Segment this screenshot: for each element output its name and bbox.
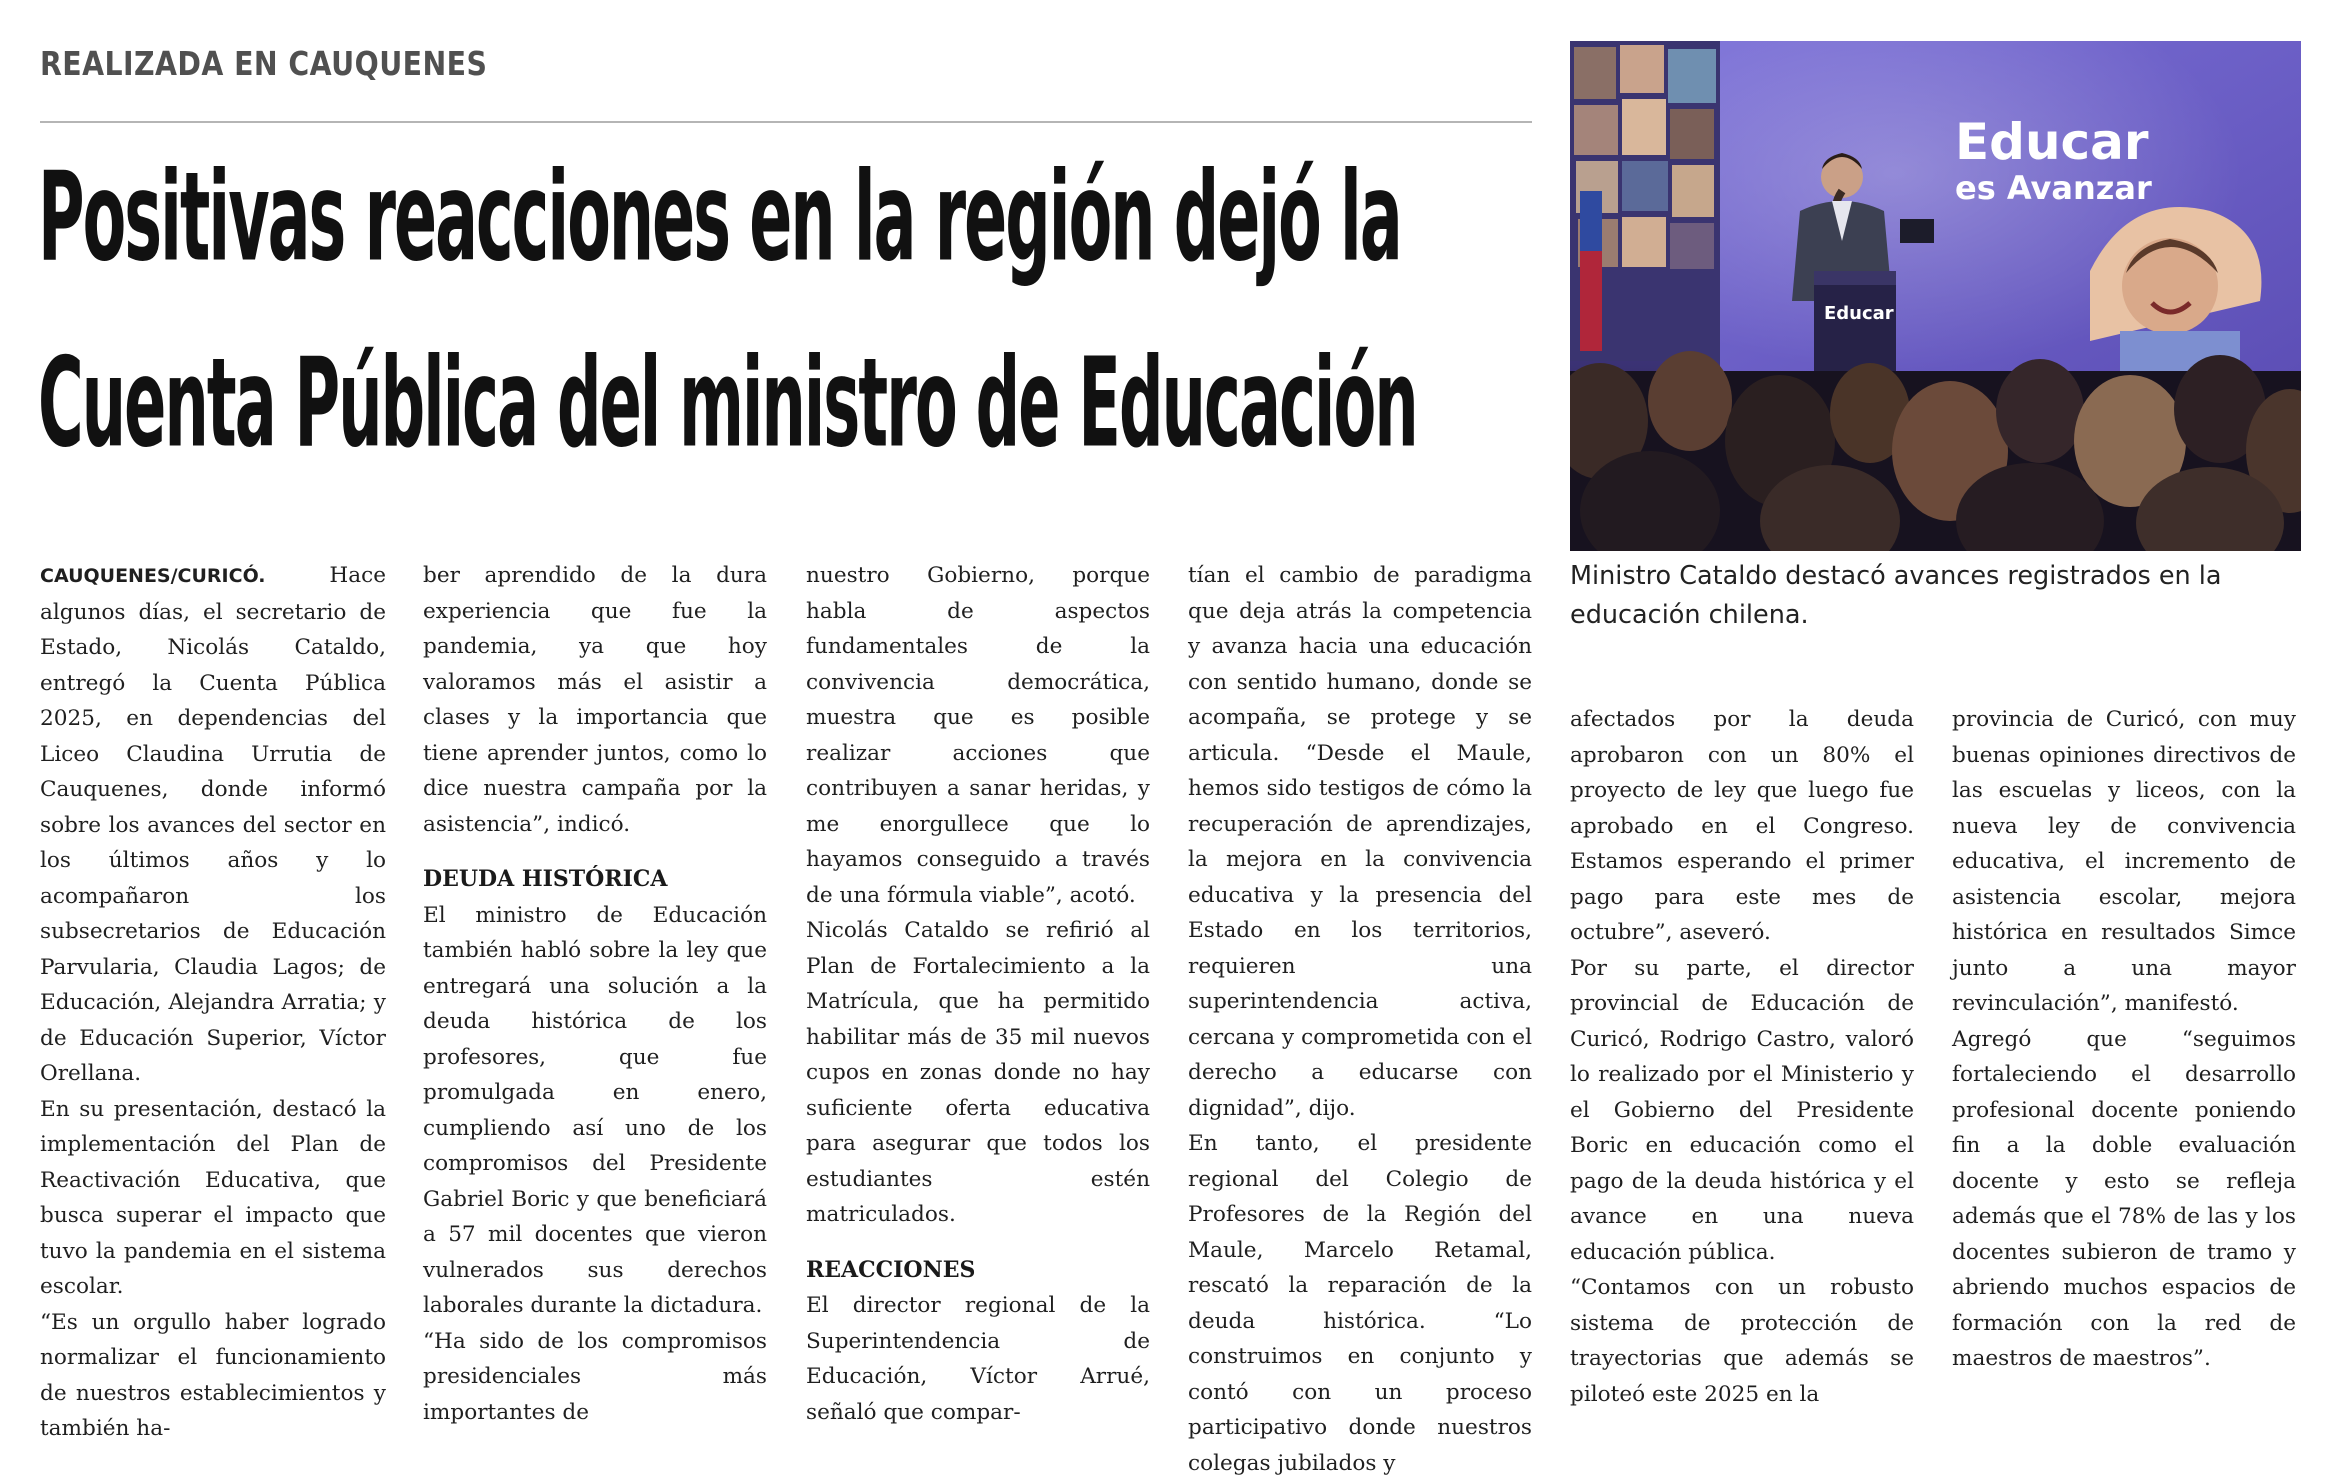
headline-line-1: Positivas reacciones en la región dejó la bbox=[38, 146, 1401, 290]
article-column-1 bbox=[40, 558, 386, 1447]
col6-p2: Agregó que “seguimos fortaleciendo el desarrollo profesional docente poniendo fin a la doble evaluación docente y esto se refleja además que el 78% de las y los docentes subieron de tramo y abriendo muchos espacios de formación con la red de maestros de maestros”. bbox=[1952, 1026, 2296, 1371]
screen-banner-line-1: Educar bbox=[1955, 113, 2149, 171]
article-photo bbox=[1570, 41, 2301, 551]
col3-p1: nuestro Gobierno, porque habla de aspectos fundamentales de la convivencia democrática, muestra que es posible realizar acciones que contribuyen a sanar heridas, y me enorgullece que lo hayamos conseguido a través de una fórmula viable”, acotó. bbox=[806, 563, 1150, 908]
col5-p3: “Contamos con un robusto sistema de protección de trayectorias que además se piloteó este 2025 en la bbox=[1570, 1275, 1914, 1407]
col6-p1: provincia de Curicó, con muy buenas opiniones directivos de las escuelas y liceos, con la nueva ley de convivencia educativa, el incremento de asistencia escolar, mejora histórica en resultados Simce junto a una mayor revinculación”, manifestó. bbox=[1952, 707, 2296, 1016]
col1-p2: En su presentación, destacó la implementación del Plan de Reactivación Educativa, que busca superar el impacto que tuvo la pandemia en el sistema escolar. bbox=[40, 1096, 386, 1299]
photo-illustration bbox=[1570, 41, 2301, 551]
article-column-2 bbox=[423, 558, 767, 1430]
col3-p2: Nicolás Cataldo se refirió al Plan de Fortalecimiento a la Matrícula, que ha permitido habilitar más de 35 mil nuevos cupos en zonas donde no hay suficiente oferta educativa para asegurar que todos los estudiantes estén matriculados. bbox=[806, 918, 1150, 1227]
podium-logo: Educar bbox=[1824, 303, 1894, 324]
lead-paragraph bbox=[40, 558, 386, 1092]
article-column-6 bbox=[1952, 702, 2296, 1377]
headline bbox=[38, 146, 1638, 476]
col2-p2: El ministro de Educación también habló sobre la ley que entregará una solución a la deuda histórica de los profesores, que fue promulgada en enero, cumpliendo así uno de los compromisos del Presidente Gabriel Boric y que beneficiará a 57 mil docentes que vieron vulnerados sus derechos laborales durante la dictadura. bbox=[423, 902, 767, 1318]
col1-p1: Hace algunos días, el secretario de Estado, Nicolás Cataldo, entregó la Cuenta Pública 2025, en dependencias del Liceo Claudina Urrutia de Cauquenes, donde informó sobre los avances del sector en los últimos años y lo acompañaron los subsecretarios de Educación Parvularia, Claudia Lagos; de Educación, Alejandra Arratia; y de Educación Superior, Víctor Orellana. bbox=[40, 563, 386, 1086]
screen-banner-line-2: es Avanzar bbox=[1955, 169, 2152, 207]
col1-p3: “Es un orgullo haber logrado normalizar el funcionamiento de nuestros establecimientos y también ha- bbox=[40, 1309, 386, 1441]
dateline: CAUQUENES/CURICÓ. bbox=[40, 565, 266, 587]
col4-p1: tían el cambio de paradigma que deja atrás la competencia y avanza hacia una educación con sentido humano, donde se acompaña, se protege y se articula. “Desde el Maule, hemos sido testigos de cómo la recuperación de aprendizajes, la mejora en la convivencia educativa y la presencia del Estado en los territorios, requieren una superintendencia activa, cercana y comprometida con el derecho a educarse con dignidad”, dijo. bbox=[1188, 563, 1532, 1121]
headline-line-2: Cuenta Pública del ministro de Educación bbox=[38, 332, 1417, 476]
subheading-reacciones: REACCIONES bbox=[806, 1256, 976, 1283]
kicker-divider bbox=[40, 121, 1532, 123]
col4-p2: En tanto, el presidente regional del Colegio de Profesores de la Región del Maule, Marcelo Retamal, rescató la reparación de la deuda histórica. “Lo construimos en conjunto y contó con un proceso participativo donde nuestros colegas jubilados y bbox=[1188, 1131, 1532, 1476]
section-kicker: REALIZADA EN CAUQUENES bbox=[40, 44, 488, 83]
col2-p3: “Ha sido de los compromisos presidenciales más importantes de bbox=[423, 1328, 767, 1425]
article-column-3 bbox=[806, 558, 1150, 1430]
article-column-5 bbox=[1570, 702, 1914, 1412]
article-column-4 bbox=[1188, 558, 1532, 1481]
col2-p1: ber aprendido de la dura experiencia que fue la pandemia, ya que hoy valoramos más el asistir a clases y la importancia que tiene aprender juntos, como lo dice nuestra campaña por la asistencia”, indicó. bbox=[423, 563, 767, 837]
col5-p1: afectados por la deuda aprobaron con un 80% el proyecto de ley que luego fue aprobado en el Congreso. Estamos esperando el primer pago para este mes de octubre”, aseveró. bbox=[1570, 707, 1914, 945]
col3-p3: El director regional de la Superintendencia de Educación, Víctor Arrué, señaló que compar- bbox=[806, 1293, 1150, 1425]
audience bbox=[1570, 351, 2301, 551]
col5-p2: Por su parte, el director provincial de Educación de Curicó, Rodrigo Castro, valoró lo realizado por el Ministerio y el Gobierno del Presidente Boric en educación como el pago de la deuda histórica y el avance en una nueva educación pública. bbox=[1570, 955, 1914, 1265]
photo-caption: Ministro Cataldo destacó avances registrados en la educación chilena. bbox=[1570, 561, 2222, 630]
subheading-deuda-historica: DEUDA HISTÓRICA bbox=[423, 866, 668, 892]
